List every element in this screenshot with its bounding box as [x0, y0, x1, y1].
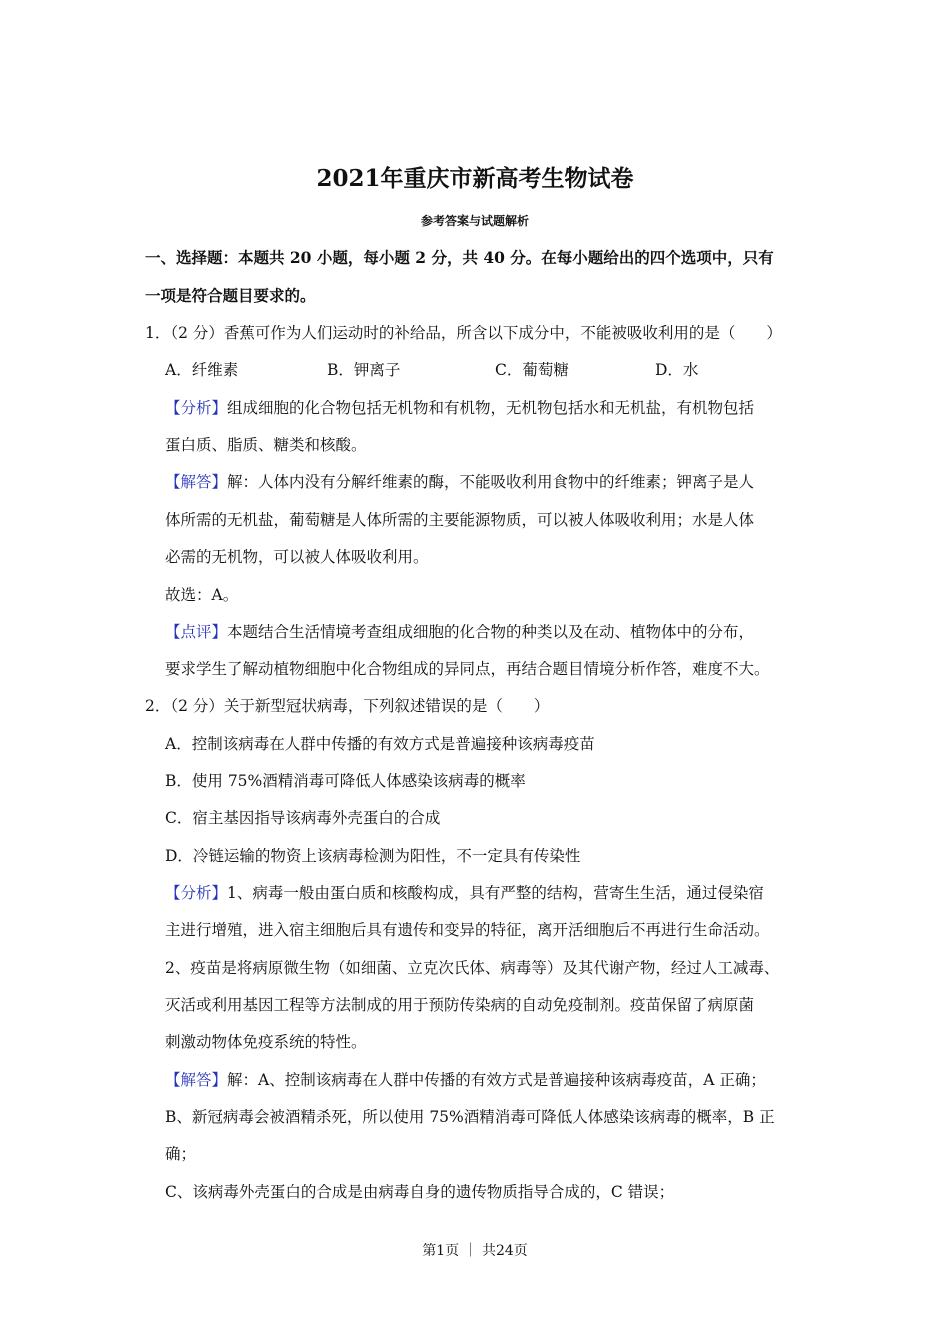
- q2-analysis-line-4: 灭活或利用基因工程等方法制成的用于预防传染病的自动免疫制剂。疫苗保留了病原菌: [165, 996, 755, 1014]
- q2-analysis-text-1: 1、病毒一般由蛋白质和核酸构成，具有严整的结构，营寄生生活，通过侵染宿: [227, 884, 764, 902]
- q2-answer-line-1: [165, 1067, 766, 1093]
- q2-stem: 2．（2 分）关于新型冠状病毒，下列叙述错误的是（ ）: [145, 697, 550, 715]
- q1-analysis-text-1: 组成细胞的化合物包括无机物和有机物，无机物包括水和无机盐，有机物包括: [227, 399, 755, 417]
- q1-choice: 故选：A。: [165, 586, 239, 604]
- q1-option-d: D．水: [655, 361, 699, 379]
- section-heading-line-1: 一、选择题：本题共 20 小题，每小题 2 分，共 40 分。在每小题给出的四个选项中，只有: [145, 248, 774, 267]
- q2-answer-line-4: C、该病毒外壳蛋白的合成是由病毒自身的遗传物质指导合成的，C 错误；: [165, 1183, 675, 1201]
- q1-answer-line-2: 体所需的无机盐，葡萄糖是人体所需的主要能源物质，可以被人体吸收利用；水是人体: [165, 511, 755, 529]
- page-subtitle: 参考答案与试题解析: [420, 214, 529, 228]
- q2-answer-tag: 【解答】: [165, 1071, 228, 1089]
- q2-analysis-line-2: 主进行增殖，进入宿主细胞后具有遗传和变异的特征，离开活细胞后不再进行生命活动。: [165, 921, 770, 939]
- q2-option-d: D．冷链运输的物资上该病毒检测为阳性，不一定具有传染性: [165, 847, 581, 865]
- q1-comment-line-1: [165, 619, 754, 645]
- q2-option-b: B．使用 75%酒精消毒可降低人体感染该病毒的概率: [165, 772, 526, 790]
- q2-answer-line-3: 确；: [165, 1145, 197, 1163]
- q1-comment-line-2: 要求学生了解动植物细胞中化合物组成的异同点，再结合题目情境分析作答，难度不大。: [165, 660, 770, 678]
- q1-answer-line-3: 必需的无机物，可以被人体吸收利用。: [165, 548, 429, 566]
- q1-answer-text-1: 解：人体内没有分解纤维素的酶，不能吸收利用食物中的纤维素；钾离子是人: [227, 473, 755, 491]
- q2-answer-text-1: 解：A、控制该病毒在人群中传播的有效方式是普遍接种该病毒疫苗，A 正确；: [227, 1071, 766, 1089]
- q1-option-c: C．葡萄糖: [495, 361, 569, 379]
- q1-analysis-line-2: 蛋白质、脂质、糖类和核酸。: [165, 436, 367, 454]
- q1-answer-line-1: [165, 469, 754, 495]
- q2-analysis-line-5: 刺激动物体免疫系统的特性。: [165, 1033, 367, 1051]
- q2-option-a: A．控制该病毒在人群中传播的有效方式是普遍接种该病毒疫苗: [165, 735, 595, 753]
- q1-analysis-line-1: [165, 395, 754, 421]
- q1-stem: 1．（2 分）香蕉可作为人们运动时的补给品，所含以下成分中，不能被吸收利用的是（ ）: [145, 324, 782, 342]
- page-title: 2021年重庆市新高考生物试卷: [316, 165, 634, 192]
- q2-option-c: C．宿主基因指导该病毒外壳蛋白的合成: [165, 809, 441, 827]
- q1-option-b: B．钾离子: [327, 361, 401, 379]
- q2-analysis-line-3: 2、疫苗是将病原微生物（如细菌、立克次氏体、病毒等）及其代谢产物，经过人工减毒、: [165, 959, 780, 977]
- q2-analysis-line-1: [165, 880, 764, 906]
- page-footer: 第1页 ｜ 共24页: [422, 1243, 528, 1259]
- q1-analysis-tag: 【分析】: [165, 399, 228, 417]
- q2-answer-line-2: B、新冠病毒会被酒精杀死，所以使用 75%酒精消毒可降低人体感染该病毒的概率，B 正: [165, 1108, 775, 1126]
- q1-comment-text-1: 本题结合生活情境考查组成细胞的化合物的种类以及在动、植物体中的分布，: [227, 623, 755, 641]
- q1-option-a: A．纤维素: [165, 361, 239, 379]
- q1-answer-tag: 【解答】: [165, 473, 228, 491]
- q1-comment-tag: 【点评】: [165, 623, 228, 641]
- q2-analysis-tag: 【分析】: [165, 884, 228, 902]
- section-heading-line-2: 一项是符合题目要求的。: [145, 286, 316, 305]
